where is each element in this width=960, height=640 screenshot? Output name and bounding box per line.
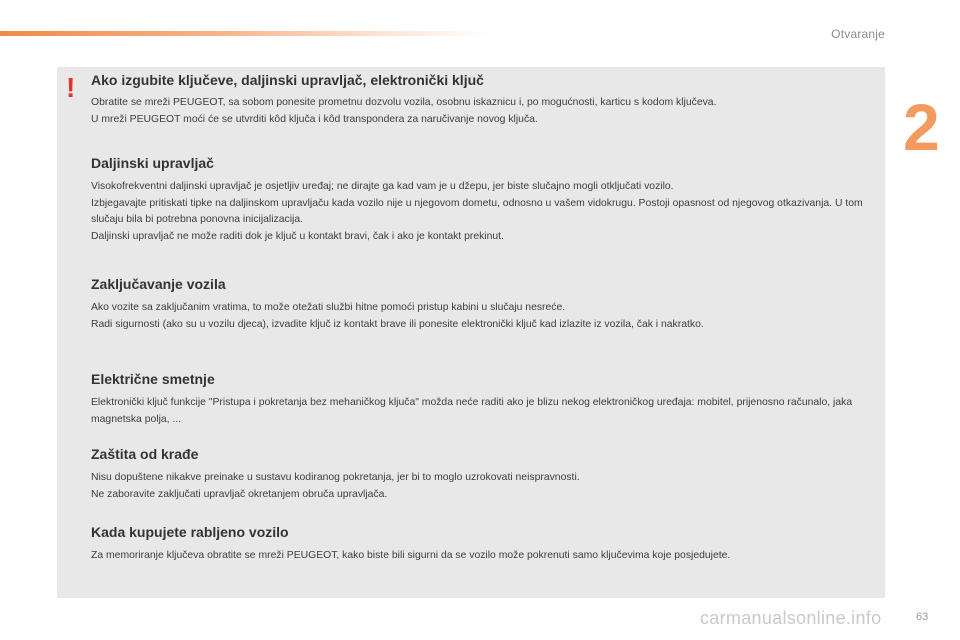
section-header: Otvaranje — [831, 27, 885, 41]
section-theft-protection — [91, 445, 866, 503]
warning-title: Ako izgubite ključeve, daljinski upravljač, elektronički ključ — [91, 72, 484, 88]
section-text — [91, 470, 866, 503]
section-text — [91, 179, 866, 245]
section-title: Zaključavanje vozila — [91, 276, 226, 292]
paragraph-line: Ne zaboravite zaključati upravljač okretanjem obruča upravljača. — [91, 488, 388, 500]
paragraph-line: Ako vozite sa zaključanim vratima, to može otežati službi hitne pomoći pristup kabini u slučaju nesreće. — [91, 302, 566, 313]
paragraph-line: Daljinski upravljač ne može raditi dok je ključ u kontakt bravi, čak i ako je kontakt prekinut. — [91, 230, 504, 242]
paragraph-line: Za memoriranje ključeva obratite se mreži PEUGEOT, kako biste bili sigurni da se vozilo može pokrenuti samo ključevima koje posjedujete. — [91, 550, 731, 561]
section-text — [91, 300, 866, 333]
section-text — [91, 395, 866, 428]
watermark: carmanualsonline.info — [700, 608, 882, 628]
paragraph-line: Radi sigurnosti (ako su u vozilu djeca), izvadite ključ iz kontakt brave ili ponesite elektronički ključ kad izlazite iz vozila, čak i nakratko. — [91, 318, 704, 330]
warning-text — [91, 95, 866, 128]
section-electrical-interference — [91, 370, 866, 428]
paragraph-line: Obratite se mreži PEUGEOT, sa sobom ponesite prometnu dozvolu vozila, osobnu iskaznicu i, po mogućnosti, karticu s kodom ključeva. — [91, 97, 717, 108]
chapter-number: 2 — [903, 90, 940, 164]
section-title: Zaštita od krađe — [91, 446, 199, 462]
section-remote-control — [91, 154, 866, 245]
paragraph-line: U mreži PEUGEOT moći će se utvrditi kôd ključa i kôd transpondera za naručivanje novog ključa. — [91, 113, 538, 125]
top-accent-bar — [0, 31, 490, 36]
section-title: Električne smetnje — [91, 371, 215, 387]
page-number: 63 — [916, 611, 929, 623]
paragraph-line: Nisu dopuštene nikakve preinake u sustavu kodiranog pokretanja, jer bi to moglo uzrokovati neispravnosti. — [91, 472, 580, 483]
paragraph-line: Izbjegavajte pritiskati tipke na daljinskom upravljaču kada vozilo nije u njegovom dometu, odnosno u vašem vidokrugu. Postoji opasnost od njegovog otkazivanja. U tom slučaju bila bi potrebna ponovna inicijalizacija. — [91, 197, 863, 225]
warning-block — [91, 71, 866, 128]
section-used-vehicle — [91, 523, 866, 565]
section-title: Kada kupujete rabljeno vozilo — [91, 524, 289, 540]
section-title: Daljinski upravljač — [91, 155, 214, 171]
section-vehicle-locking — [91, 275, 866, 333]
section-text — [91, 548, 866, 565]
paragraph-line: Elektronički ključ funkcije "Pristupa i pokretanja bez mehaničkog ključa" možda neće raditi ako je blizu nekog elektroničkog uređaja: mobitel, prijenosno računalo, jaka magnetska polja, ... — [91, 397, 853, 425]
paragraph-line: Visokofrekventni daljinski upravljač je osjetljiv uređaj; ne dirajte ga kad vam je u džepu, jer biste slučajno mogli otključati vozilo. — [91, 181, 674, 192]
exclamation-icon: ! — [66, 72, 76, 103]
